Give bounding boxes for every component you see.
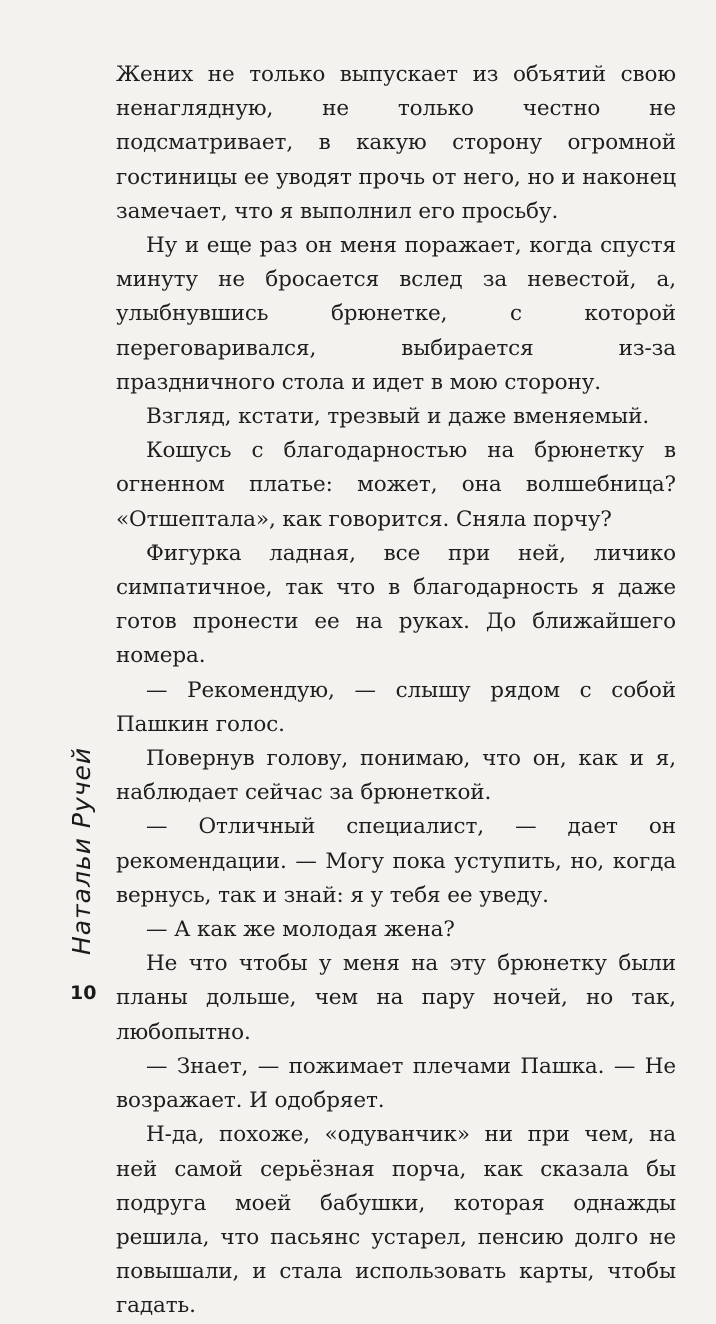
paragraph: Повернув голову, понимаю, что он, как и я, наблюдает сейчас за брюнеткой. [116,746,676,806]
paragraph: — Отличный специалист, — дает он рекомендации. — Могу пока уступить, но, когда вернусь, так и знай: я у тебя ее уведу. [116,814,676,908]
paragraph: — Знает, — пожимает плечами Пашка. — Не возражает. И одобряет. [116,1053,676,1114]
paragraph: Фигурка ладная, все при ней, личико симпатичное, так что в благодарность я даже готов пронести ее на руках. До ближайшего номера. [116,540,676,669]
paragraph: Н-да, похоже, «одуванчик» ни при чем, на ней самой серьёзная порча, как сказала бы подруга моей бабушки, которая однажды решила, что пасьянс устарел, пенсию долго не повышали, и стала использовать карты, чтобы гадать. [116,1122,676,1319]
paragraph: Ну и еще раз он меня поражает, когда спустя минуту не бросается вслед за невестой, а, улыбнувшись брюнетке, с которой переговаривался, выбирается из-за праздничного стола и идет в мою сторону. [116,233,676,395]
paragraph: Не что чтобы у меня на эту брюнетку были планы дольше, чем на пару ночей, но так, любопытно. [116,951,676,1045]
body-text [116,58,676,1324]
page-number: 10 [70,982,97,1004]
paragraph: Взгляд, кстати, трезвый и даже вменяемый. [146,404,650,430]
paragraph: — А как же молодая жена? [146,917,455,943]
author-running-header: Натальи Ручей [67,746,96,955]
paragraph: — Рекомендую, — слышу рядом с собой Пашкин голос. [116,677,676,737]
paragraph: Жених не только выпускает из объятий свою ненаглядную, не только честно не подсматривает, в какую сторону огромной гостиницы ее уводят прочь от него, но и наконец замечает, что я выполнил его просьбу. [116,62,676,224]
paragraph: Кошусь с благодарностью на брюнетку в огненном платье: может, она волшебница? «Отшептала», как говорится. Сняла порчу? [116,438,676,532]
